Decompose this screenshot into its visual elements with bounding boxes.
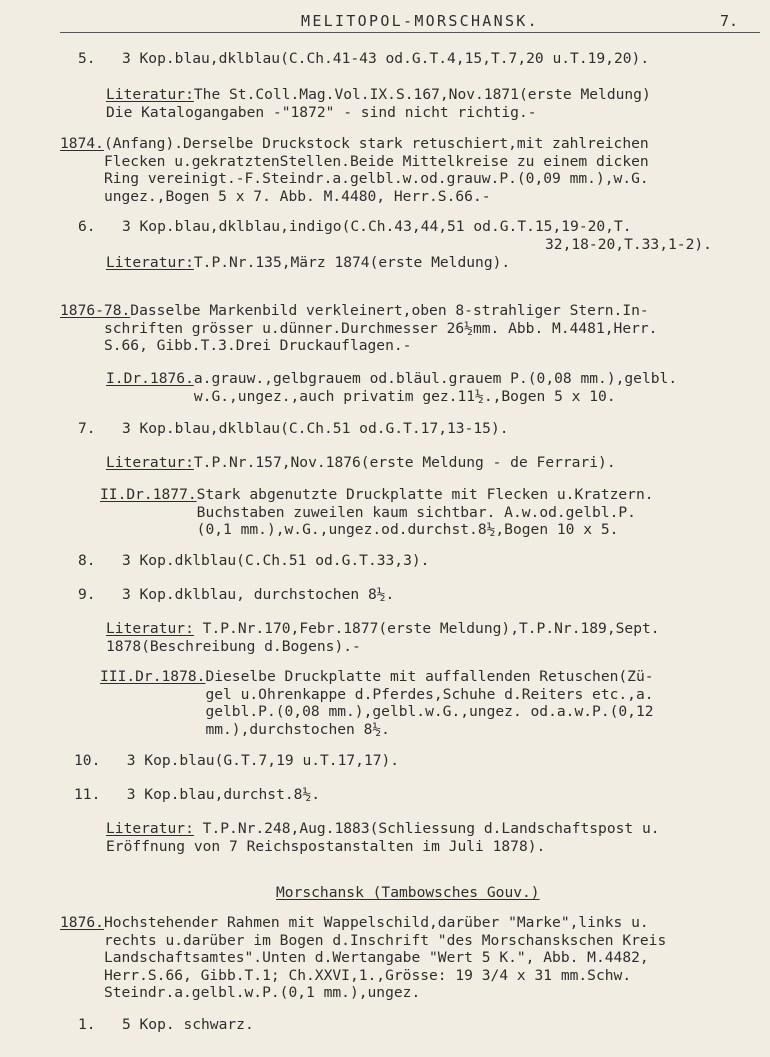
section-title: Morschansk (Tambowsches Gouv.) <box>276 884 540 901</box>
literature-11 <box>106 820 660 855</box>
entry-morschansk-1 <box>78 1016 254 1034</box>
entry-number: 11. <box>74 786 101 803</box>
year-label: 1874. <box>60 135 104 152</box>
entry-9 <box>78 586 394 604</box>
literature-line: Eröffnung von 7 Reichspostanstalten im Juli 1878). <box>106 837 546 855</box>
print-run-line: gelbl.P.(0,08 mm.),gelbl.w.G.,ungez. od.a.w.P.(0,12 <box>205 703 654 720</box>
entry-5 <box>78 50 649 68</box>
year-line: Dasselbe Markenbild verkleinert,oben 8-strahliger Stern.In- <box>130 302 649 319</box>
year-line: Herr.S.66, Gibb.T.1; Ch.XXVI,1.,Grösse: 19 3/4 x 31 mm.Schw. <box>103 966 632 984</box>
entry-text: 3 Kop.blau,durchst.8½. <box>126 786 321 803</box>
literature-line: 1878(Beschreibung d.Bogens).- <box>106 637 361 655</box>
entry-11 <box>74 786 320 804</box>
print-run-line: Dieselbe Druckplatte mit auffallenden Retuschen(Zü- <box>205 668 654 685</box>
print-run-3 <box>100 668 654 738</box>
year-label: 1876-78. <box>60 302 131 319</box>
entry-text: 32,18-20,T.33,1-2). <box>545 236 712 253</box>
year-line: Steindr.a.gelbl.w.P.(0,1 mm.),ungez. <box>103 984 421 1001</box>
print-run-line: Stark abgenutzte Druckplatte mit Flecken u.Kratzern. <box>196 486 654 503</box>
entry-number: 8. <box>78 552 96 569</box>
print-run-line: gel u.Ohrenkappe d.Pferdes,Schuhe d.Reiters etc.,a. <box>205 685 654 703</box>
year-block-morschansk-1876 <box>60 914 666 1002</box>
year-label: 1876. <box>60 914 104 931</box>
year-block-1876-78 <box>60 302 657 355</box>
section-heading <box>276 884 540 902</box>
entry-6 <box>78 218 632 236</box>
literature-label: Literatur: <box>106 86 194 103</box>
entry-6-cont <box>545 236 712 254</box>
literature-line: The St.Coll.Mag.Vol.IX.S.167,Nov.1871(erste Meldung) <box>193 86 651 103</box>
year-line: ungez.,Bogen 5 x 7. Abb. M.4480, Herr.S.66.- <box>103 187 491 205</box>
entry-8 <box>78 552 429 570</box>
year-line: rechts u.darüber im Bogen d.Inschrift "des Morschanskschen Kreis <box>103 931 667 949</box>
print-run-line: w.G.,ungez.,auch privatim gez.11½.,Bogen 5 x 10. <box>193 387 616 405</box>
entry-text: 3 Kop.blau,dklblau,indigo(C.Ch.43,44,51 od.G.T.15,19-20,T. <box>121 218 632 235</box>
year-line: Flecken u.gekratztenStellen.Beide Mittelkreise zu einem dicken <box>103 152 649 170</box>
literature-9 <box>106 620 660 655</box>
entry-text: 3 Kop.blau(G.T.7,19 u.T.17,17). <box>126 752 400 769</box>
entry-text: 3 Kop.dklblau(C.Ch.51 od.G.T.33,3). <box>121 552 430 569</box>
literature-6 <box>106 254 510 272</box>
print-run-line: Buchstaben zuweilen kaum sichtbar. A.w.od.gelbl.P. <box>196 503 636 521</box>
entry-text: 5 Kop. schwarz. <box>121 1016 254 1033</box>
page-number: 7. <box>720 12 739 30</box>
entry-number: 1. <box>78 1016 96 1033</box>
print-run-2 <box>100 486 654 539</box>
literature-label: Literatur: <box>106 820 194 837</box>
literature-line: T.P.Nr.135,März 1874(erste Meldung). <box>193 254 511 271</box>
literature-line: Die Katalogangaben -"1872" - sind nicht richtig.- <box>106 103 537 121</box>
entry-number: 9. <box>78 586 96 603</box>
year-line: Landschaftsamtes".Unten d.Wertangabe "Wert 5 K.", Abb. M.4482, <box>103 949 649 966</box>
literature-line: T.P.Nr.248,Aug.1883(Schliessung d.Landschaftspost u. <box>202 820 660 837</box>
page-header <box>160 12 740 30</box>
entry-number: 10. <box>74 752 101 769</box>
print-run-label: II.Dr.1877. <box>100 486 197 503</box>
entry-7 <box>78 420 509 438</box>
literature-label: Literatur: <box>106 620 194 637</box>
year-block-1874 <box>60 135 649 205</box>
entry-number: 6. <box>78 218 96 235</box>
header-rule <box>60 32 760 33</box>
literature-label: Literatur: <box>106 454 194 471</box>
year-line: schriften grösser u.dünner.Durchmesser 26½mm. Abb. M.4481,Herr. <box>103 319 658 337</box>
year-line: Ring vereinigt.-F.Steindr.a.gelbl.w.od.grauw.P.(0,09 mm.),w.G. <box>103 170 649 187</box>
year-line: Hochstehender Rahmen mit Wappelschild,darüber "Marke",links u. <box>103 914 649 931</box>
print-run-1 <box>106 370 677 405</box>
entry-10 <box>74 752 399 770</box>
entry-number: 7. <box>78 420 96 437</box>
print-run-line: mm.),durchstochen 8½. <box>205 720 390 738</box>
print-run-label: I.Dr.1876. <box>106 370 194 387</box>
year-line: S.66, Gibb.T.3.Drei Druckauflagen.- <box>103 337 412 354</box>
literature-5 <box>106 86 651 121</box>
literature-line: T.P.Nr.170,Febr.1877(erste Meldung),T.P.Nr.189,Sept. <box>202 620 660 637</box>
entry-text: 3 Kop.blau,dklblau(C.Ch.41-43 od.G.T.4,15,T.7,20 u.T.19,20). <box>121 50 650 67</box>
literature-7 <box>106 454 616 472</box>
entry-number: 5. <box>78 50 96 67</box>
print-run-label: III.Dr.1878. <box>100 668 206 685</box>
header-title: MELITOPOL-MORSCHANSK. <box>301 12 539 30</box>
literature-label: Literatur: <box>106 254 194 271</box>
entry-text: 3 Kop.blau,dklblau(C.Ch.51 od.G.T.17,13-15). <box>121 420 509 437</box>
print-run-line: (0,1 mm.),w.G.,ungez.od.durchst.8½,Bogen 10 x 5. <box>196 521 619 538</box>
entry-text: 3 Kop.dklblau, durchstochen 8½. <box>121 586 395 603</box>
print-run-line: a.grauw.,gelbgrauem od.bläul.grauem P.(0,08 mm.),gelbl. <box>193 370 678 387</box>
year-line: (Anfang).Derselbe Druckstock stark retuschiert,mit zahlreichen <box>103 135 649 152</box>
literature-line: T.P.Nr.157,Nov.1876(erste Meldung - de Ferrari). <box>193 454 616 471</box>
